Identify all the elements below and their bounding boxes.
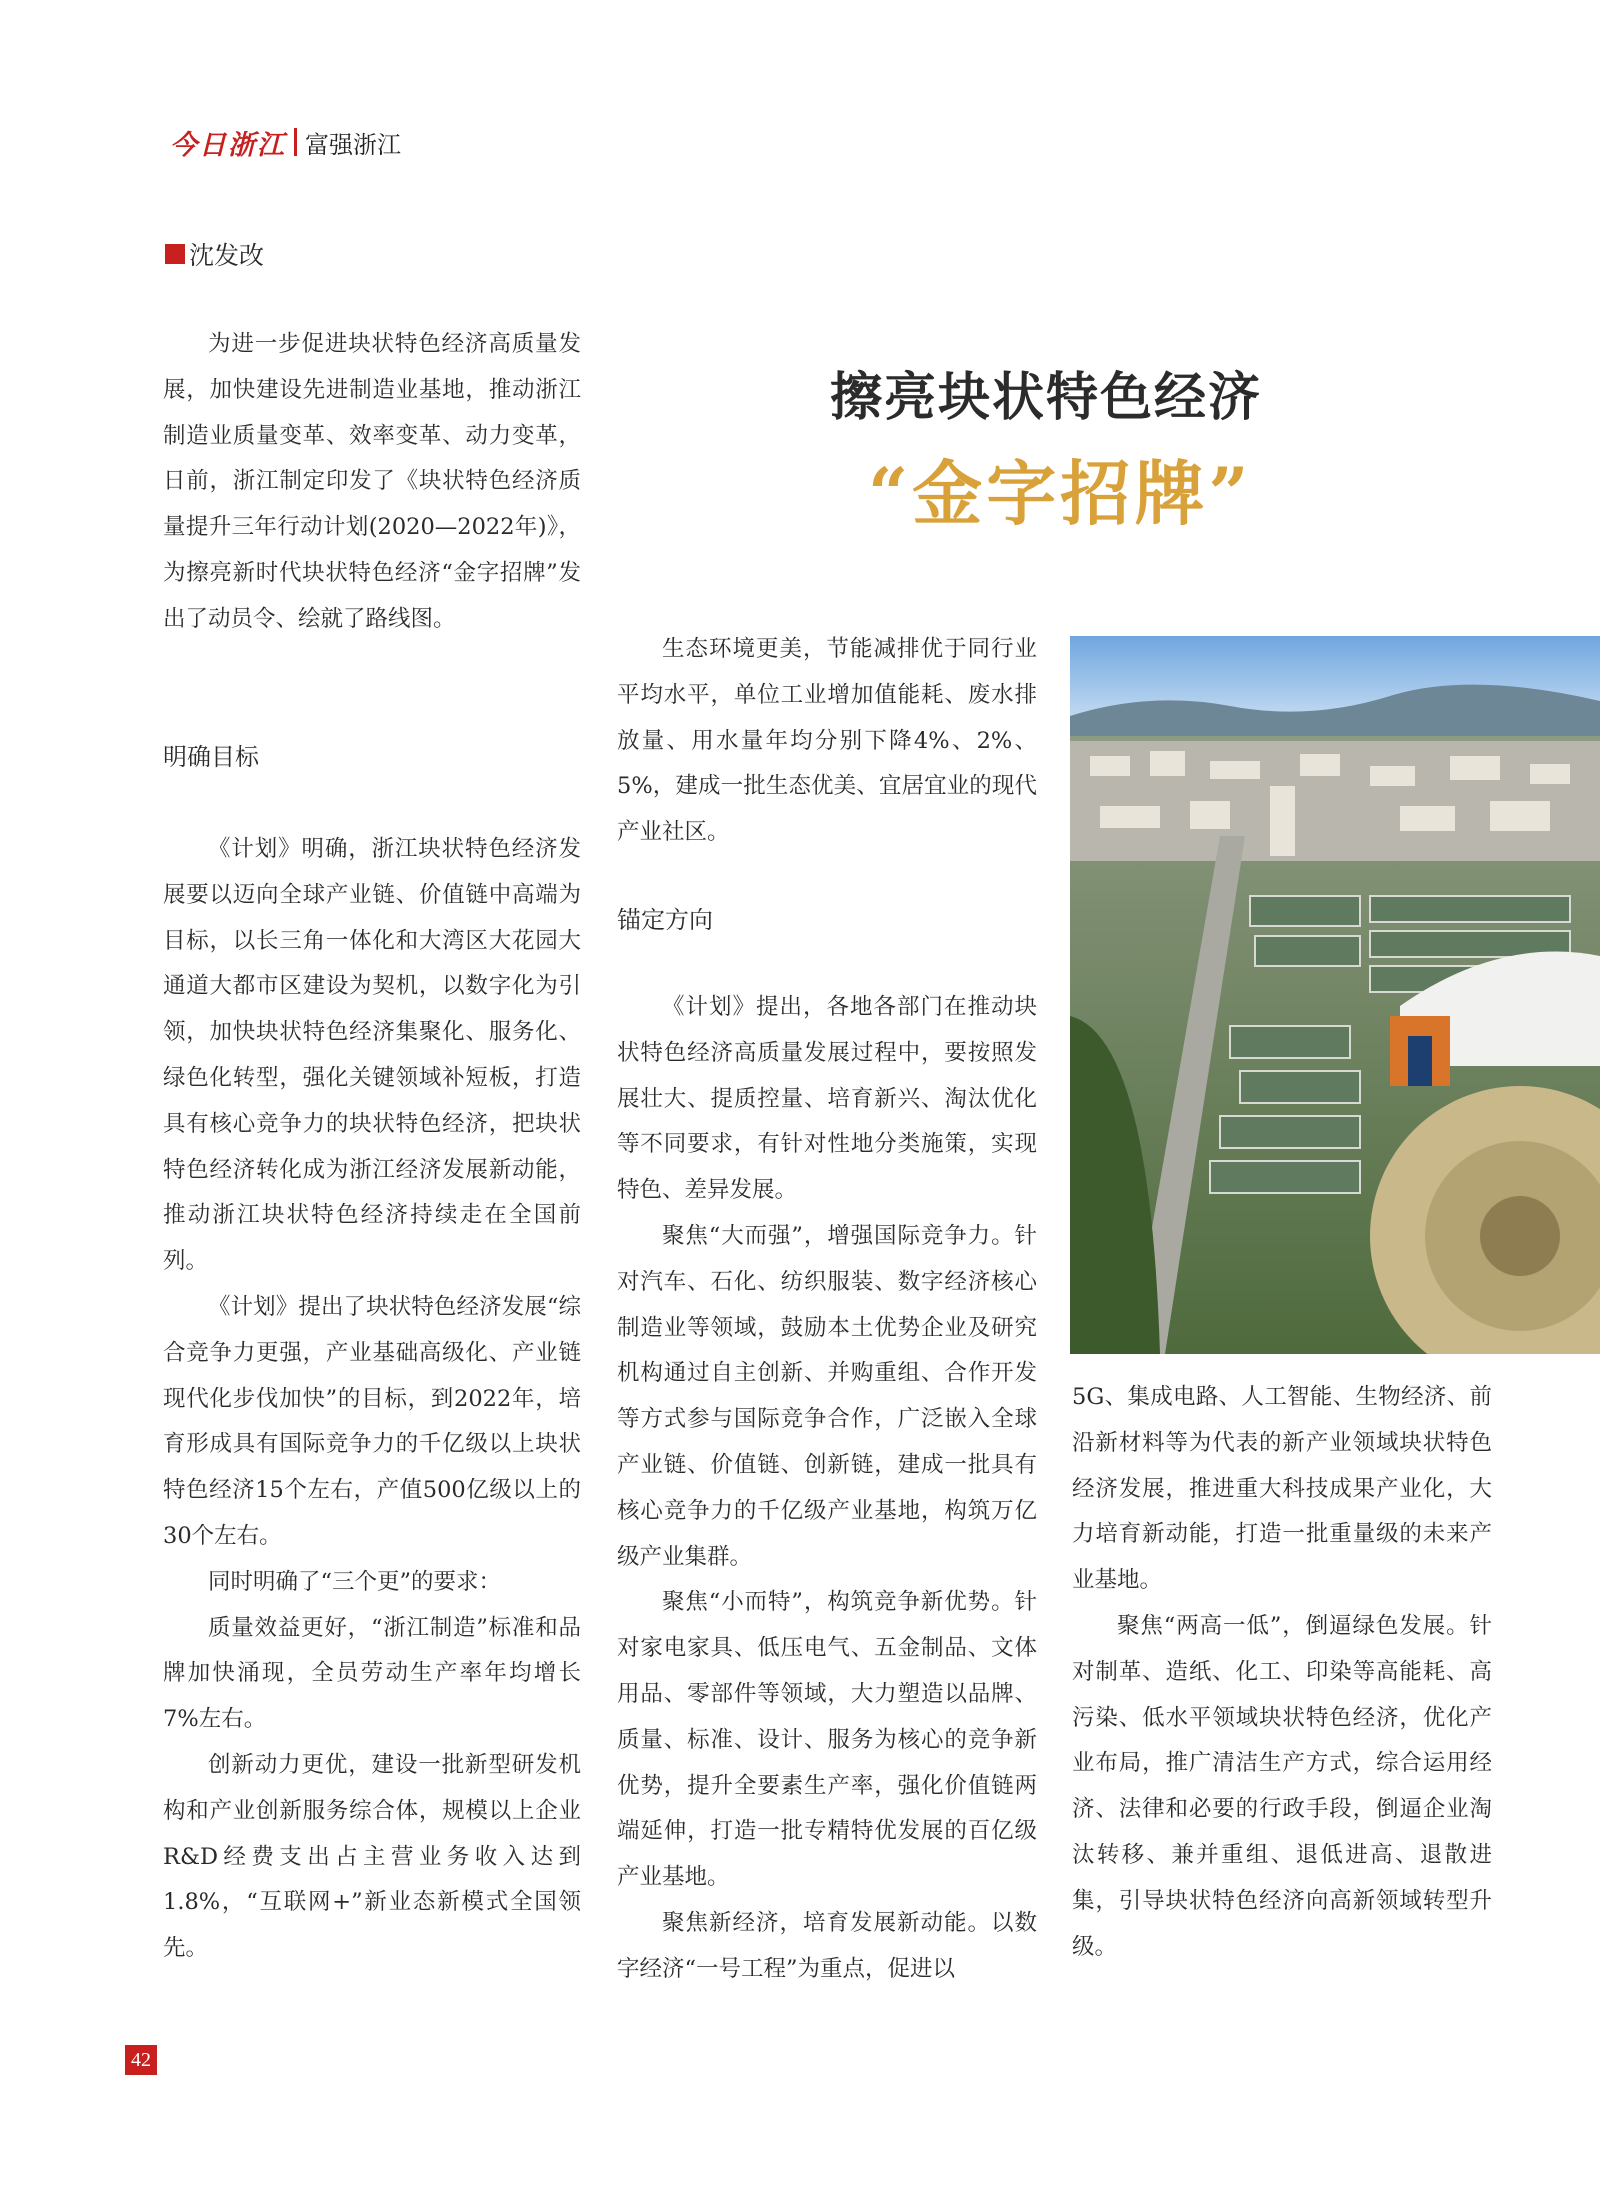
magazine-logo: 今日浙江 (170, 129, 286, 161)
column-1-body (163, 827, 581, 1972)
heading-goals: 明确目标 (163, 743, 259, 771)
paragraph: 聚焦“小而特”，构筑竞争新优势。针对家电家具、低压电气、五金制品、文体用品、零部件等领域，大力塑造以品牌、质量、标准、设计、服务为核心的竞争新优势，提升全要素生产率，强化价值链两端延伸，打造一批专精特优发展的百亿级产业基地。 (617, 1589, 1037, 1891)
paragraph: 《计划》明确，浙江块状特色经济发展要以迈向全球产业链、价值链中高端为目标，以长三角一体化和大湾区大花园大通道大都市区建设为契机，以数字化为引领，加快块状特色经济集聚化、服务化、绿色化转型，强化关键领域补短板，打造具有核心竞争力的块状特色经济，把块状特色经济转化成为浙江经济发展新动能，推动浙江块状特色经济持续走在全国前列。 (163, 836, 581, 1275)
aerial-industrial-park-photo (1070, 636, 1600, 1354)
intro-paragraph: 为进一步促进块状特色经济高质量发展，加快建设先进制造业基地，推动浙江制造业质量变革、效率变革、动力变革，日前，浙江制定印发了《块状特色经济质量提升三年行动计划(2020—2022年)》，为擦亮新时代块状特色经济“金字招牌”发出了动员令、绘就了路线图。 (163, 331, 581, 632)
masthead-divider (294, 128, 297, 156)
column-3-body (1072, 1375, 1492, 1970)
paragraph: 聚焦“两高一低”，倒逼绿色发展。针对制革、造纸、化工、印染等高能耗、高污染、低水平领域块状特色经济，优化产业布局，推广清洁生产方式，综合运用经济、法律和必要的行政手段，倒逼企业淘汰转移、兼并重组、退低进高、退散进集，引导块状特色经济向高新领域转型升级。 (1072, 1612, 1492, 1960)
column-1-intro (163, 322, 581, 643)
paragraph: 质量效益更好，“浙江制造”标准和品牌加快涌现，全员劳动生产率年均增长7%左右。 (163, 1614, 581, 1733)
paragraph: 生态环境更美，节能减排优于同行业平均水平，单位工业增加值能耗、废水排放量、用水量年均分别下降4%、2%、5%，建成一批生态优美、宜居宜业的现代产业社区。 (617, 636, 1037, 846)
aerial-photo-illustration (1070, 636, 1600, 1354)
paragraph: 聚焦“大而强”，增强国际竞争力。针对汽车、石化、纺织服装、数字经济核心制造业等领域，鼓励本土优势企业及研究机构通过自主创新、并购重组、合作开发等方式参与国际竞争合作，广泛嵌入全球产业链、价值链、创新链，建成一批具有核心竞争力的千亿级产业基地，构筑万亿级产业集群。 (617, 1222, 1037, 1570)
heading-direction: 锚定方向 (617, 906, 713, 934)
paragraph: 5G、集成电路、人工智能、生物经济、前沿新材料等为代表的新产业领域块状特色经济发展，推进重大科技成果产业化，大力培育新动能，打造一批重量级的未来产业基地。 (1072, 1384, 1492, 1594)
red-square-icon (165, 244, 185, 264)
column-2-body (617, 985, 1037, 1993)
paragraph: 《计划》提出了块状特色经济发展“综合竞争力更强，产业基础高级化、产业链现代化步伐加快”的目标，到2022年，培育形成具有国际竞争力的千亿级以上块状特色经济15个左右，产值500亿级以上的30个左右。 (163, 1293, 581, 1549)
author-line (165, 236, 264, 272)
column-2-top (617, 627, 1037, 856)
masthead (170, 122, 401, 162)
column-2-heading (617, 898, 1037, 942)
article-title-line1: 擦亮块状特色经济 (830, 367, 1263, 428)
author-name: 沈发改 (189, 241, 265, 270)
article-title-line2: “金字招牌” (868, 452, 1253, 535)
paragraph: 创新动力更优，建设一批新型研发机构和产业创新服务综合体，规模以上企业R&D经费支出占主营业务收入达到1.8%，“互联网+”新业态新模式全国领先。 (163, 1751, 581, 1962)
column-1-heading (163, 735, 581, 779)
paragraph: 《计划》提出，各地各部门在推动块状特色经济高质量发展过程中，要按照发展壮大、提质控量、培育新兴、淘汰优化等不同要求，有针对性地分类施策，实现特色、差异发展。 (617, 994, 1037, 1204)
paragraph: 同时明确了“三个更”的要求： (208, 1568, 502, 1595)
paragraph: 聚焦新经济，培育发展新动能。以数字经济“一号工程”为重点，促进以 (617, 1909, 1037, 1982)
page-number: 42 (125, 2045, 157, 2075)
section-name: 富强浙江 (305, 130, 401, 159)
